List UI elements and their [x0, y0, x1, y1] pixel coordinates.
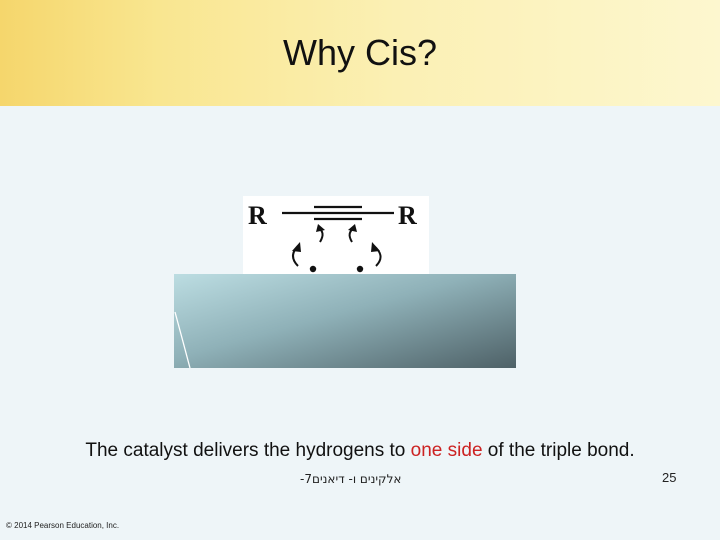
- catalyst-surface: [174, 274, 516, 368]
- caption-highlight: one side: [410, 440, 483, 461]
- r-group-right: R: [398, 201, 417, 230]
- caption: [0, 440, 720, 462]
- caption-text-end: of the triple bond.: [482, 440, 635, 461]
- slide-title: Why Cis?: [282, 32, 438, 73]
- copyright: © 2014 Pearson Education, Inc.: [6, 521, 120, 530]
- footer-chapter: אלקינים ו- דיאנים7-: [300, 472, 402, 486]
- caption-text-start: The catalyst delivers the hydrogens to: [85, 440, 411, 461]
- r-group-left: R: [248, 201, 267, 230]
- page-number: 25: [662, 470, 677, 485]
- catalyst-diagram: [174, 196, 516, 368]
